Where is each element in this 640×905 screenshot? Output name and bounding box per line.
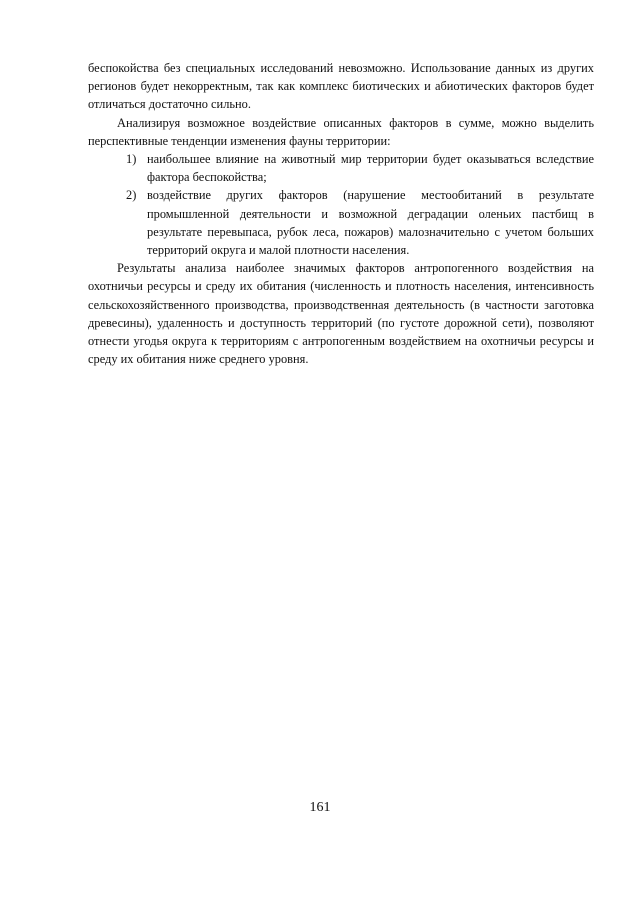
paragraph-continued: беспокойства без специальных исследований невозможно. Использование данных из других регионов будет некорректным, так как комплекс биотических и абиотических факторов будет отличаться достаточно сильно. bbox=[88, 61, 594, 112]
body-text bbox=[88, 59, 594, 368]
list-item-number: 2) bbox=[126, 188, 137, 203]
list-item bbox=[88, 150, 594, 186]
trends-list bbox=[88, 150, 594, 259]
paragraph-analysis-intro: Анализируя возможное воздействие описанных факторов в сумме, можно выделить перспективные тенденции изменения фауны территории: bbox=[88, 115, 594, 148]
paragraph-conclusion: Результаты анализа наиболее значимых факторов антропогенного воздействия на охотничьи ресурсы и среду их обитания (численность и плотность населения, интенсивность сельскохозяйственного производства, производственная деятельность (в частности заготовка древесины), удаленность и доступность территорий (по густоте дорожной сети), позволяют отнести угодья округа к территориям с антропогенным воздействием на охотничьи ресурсы и среду их обитания ниже среднего уровня. bbox=[88, 261, 594, 367]
list-item-number: 1) bbox=[126, 152, 137, 167]
list-item-text: воздействие других факторов (нарушение местообитаний в результате промышленной деятельности и возможной деградации оленьих пастбищ в результате перевыпаса, рубок леса, пожаров) малозначительно с учетом больших территорий округа и малой плотности населения. bbox=[147, 188, 594, 258]
list-item-text: наибольшее влияние на животный мир территории будет оказываться вследствие фактора беспокойства; bbox=[147, 152, 594, 185]
page-number: 161 bbox=[309, 800, 331, 815]
list-item bbox=[88, 186, 594, 259]
